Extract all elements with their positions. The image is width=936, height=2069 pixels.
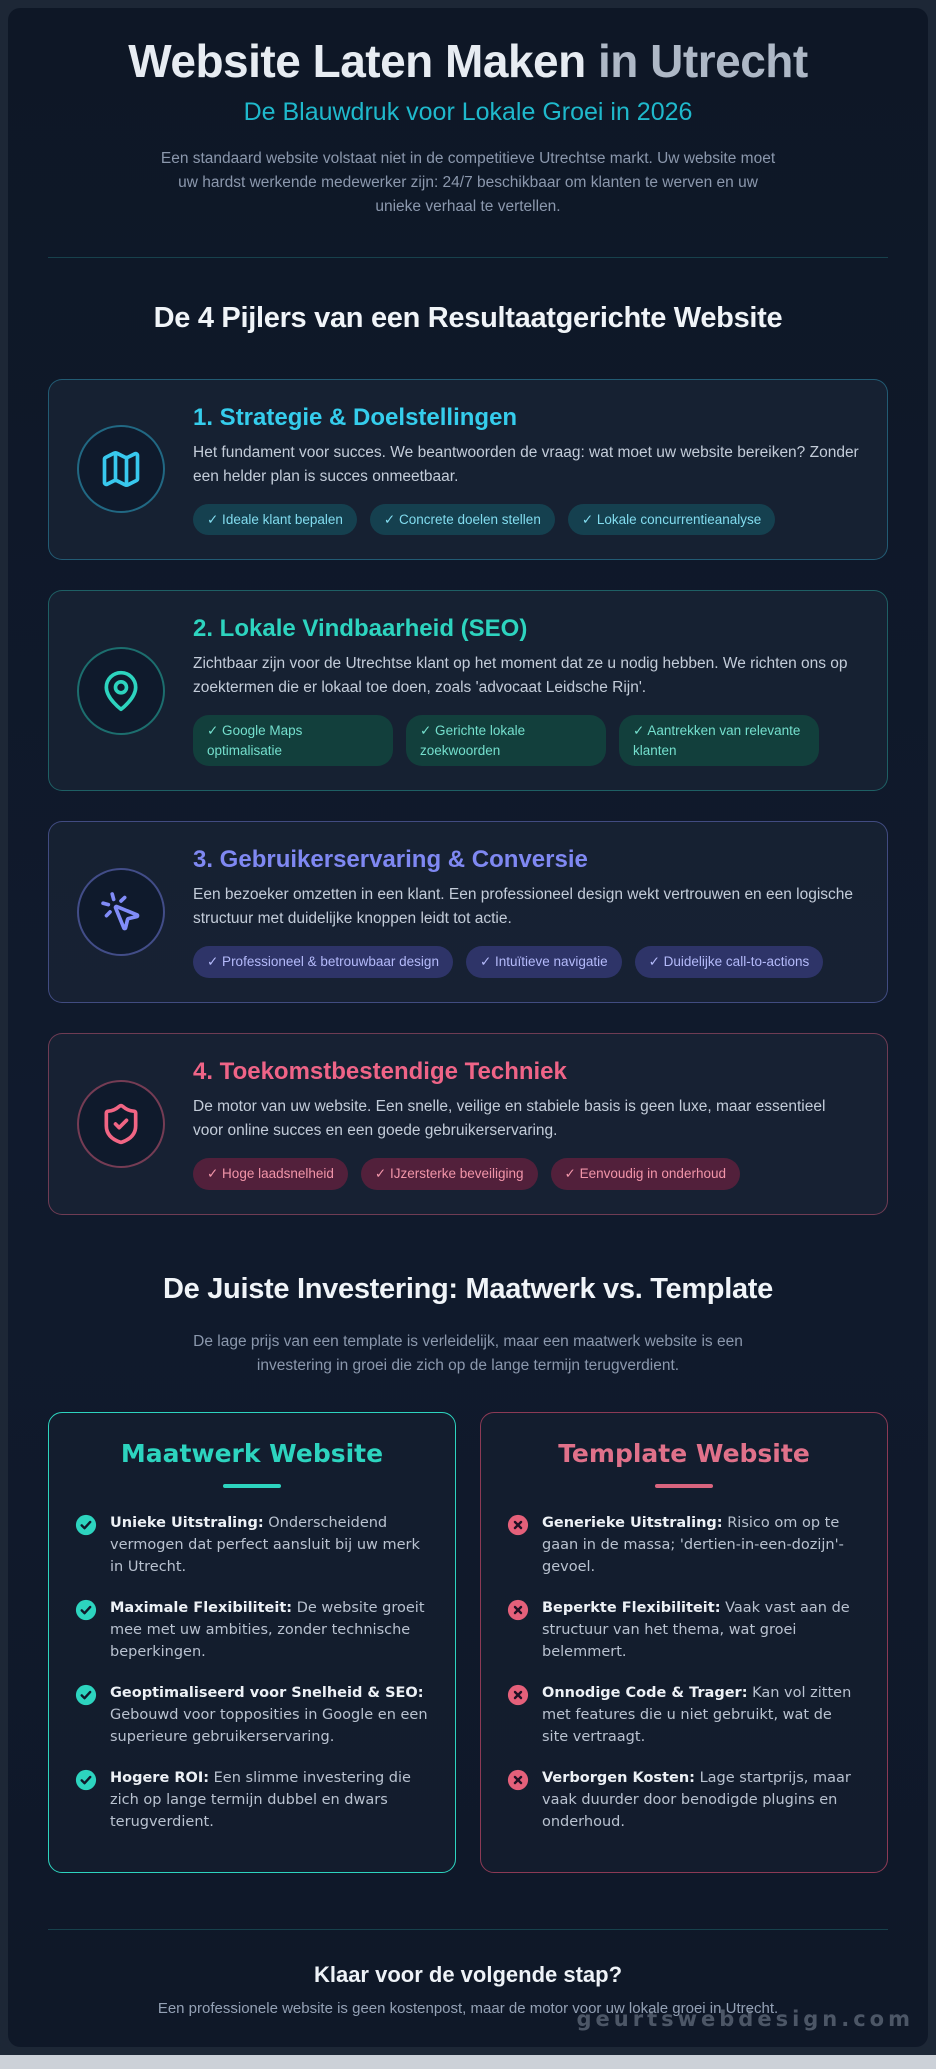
pillar-tag: ✓ Ideale klant bepalen	[193, 504, 357, 536]
pillar-icon-circle	[77, 1080, 165, 1168]
pillar-tags	[193, 715, 859, 766]
footer-section	[48, 1929, 888, 2017]
list-item	[507, 1767, 861, 1833]
pillar-body: De motor van uw website. Een snelle, veilige en stabiele basis is geen luxe, maar essentieel voor online succes en een goede gebruikerservaring.	[193, 1097, 826, 1139]
maatwerk-card	[48, 1412, 456, 1873]
pillar-card-content	[193, 615, 859, 766]
pillar-title: 2. Lokale Vindbaarheid (SEO)	[193, 615, 528, 643]
list-item	[507, 1682, 861, 1748]
hero-section	[48, 36, 888, 258]
pillar-tag: ✓ Eenvoudig in onderhoud	[551, 1158, 740, 1190]
maatwerk-list	[75, 1512, 429, 1833]
pillar-icon-circle	[77, 425, 165, 513]
comparison-grid	[48, 1412, 888, 1873]
pillar-body: Een bezoeker omzetten in een klant. Een professioneel design wekt vertrouwen en een logische structuur met duidelijke knoppen leidt tot actie.	[193, 886, 854, 928]
pillar-title: 4. Toekomstbestendige Techniek	[193, 1057, 567, 1085]
comparison-section	[48, 1273, 888, 1873]
pillar-title: 1. Strategie & Doelstellingen	[193, 403, 518, 431]
footer-text: Een professionele website is geen kostenpost, maar de motor voor uw lokale groei in Utrecht.	[157, 1999, 779, 2017]
item-text: Een slimme investering die zich op lange termijn dubbel en dwars terugverdient.	[110, 1769, 411, 1830]
pillar-tag: ✓ Professioneel & betrouwbaar design	[193, 946, 453, 978]
item-label: Verborgen Kosten:	[542, 1769, 695, 1786]
mouse-pointer-click-icon	[99, 890, 143, 934]
item-text: De website groeit mee met uw ambities, zonder technische beperkingen.	[110, 1599, 425, 1660]
comparison-intro: De lage prijs van een template is verleidelijk, maar een maatwerk website is een investering in groei die zich op de lange termijn terugverdient.	[193, 1332, 743, 1374]
intro-text: Een standaard website volstaat niet in de competitieve Utrechtse markt. Uw website moet uw hardst werkende medewerker zijn: 24/7 beschikbaar om klanten te werven en uw unieke verhaal te vertellen.	[160, 149, 776, 215]
list-item	[507, 1597, 861, 1663]
pillar-card-conversie	[48, 821, 888, 1003]
page-title-location: in Utrecht	[598, 35, 808, 87]
pillar-icon-circle	[77, 868, 165, 956]
page-title	[48, 36, 888, 88]
item-text: Kan vol zitten met features die u niet gebruikt, wat de site vertraagt.	[542, 1684, 852, 1745]
list-item	[75, 1767, 429, 1833]
list-item	[75, 1597, 429, 1663]
list-item	[75, 1682, 429, 1748]
title-underline	[223, 1484, 281, 1488]
pillar-body: Het fundament voor succes. We beantwoorden de vraag: wat moet uw website bereiken? Zonder een helder plan is succes onmeetbaar.	[193, 443, 859, 485]
shield-check-icon	[99, 1102, 143, 1146]
map-icon	[99, 447, 143, 491]
x-circle-icon	[507, 1769, 529, 1791]
footer-heading: Klaar voor de volgende stap?	[313, 1961, 623, 1987]
pillar-card-techniek	[48, 1033, 888, 1215]
template-list	[507, 1512, 861, 1833]
pillar-tags	[193, 946, 859, 978]
pillars-heading: De 4 Pijlers van een Resultaatgerichte Website	[153, 301, 783, 334]
item-label: Maximale Flexibiliteit:	[110, 1599, 293, 1616]
item-label: Hogere ROI:	[110, 1769, 210, 1786]
pillar-tag: ✓ IJzersterke beveiliging	[361, 1158, 538, 1190]
pillar-title: 3. Gebruikerservaring & Conversie	[193, 846, 588, 874]
pillar-tags	[193, 504, 859, 536]
map-pin-icon	[99, 669, 143, 713]
check-circle-icon	[75, 1514, 97, 1536]
pillar-tag: ✓ Intuïtieve navigatie	[466, 946, 622, 978]
watermark: geurtswebdesign.com	[576, 2006, 914, 2031]
pillar-icon-circle	[77, 647, 165, 735]
list-item	[75, 1512, 429, 1578]
pillar-card-content	[193, 1058, 859, 1190]
template-card	[480, 1412, 888, 1873]
check-circle-icon	[75, 1599, 97, 1621]
item-text: Lage startprijs, maar vaak duurder door benodigde plugins en onderhoud.	[542, 1769, 851, 1830]
check-circle-icon	[75, 1684, 97, 1706]
infographic-page	[8, 8, 928, 2047]
pillar-tag: ✓ Google Maps optimalisatie	[193, 715, 393, 766]
pillar-tag: ✓ Hoge laadsnelheid	[193, 1158, 348, 1190]
item-label: Unieke Uitstraling:	[110, 1514, 264, 1531]
pillar-tag: ✓ Lokale concurrentieanalyse	[568, 504, 775, 536]
pillar-tags	[193, 1158, 859, 1190]
x-circle-icon	[507, 1514, 529, 1536]
item-label: Onnodige Code & Trager:	[542, 1684, 748, 1701]
pillar-card-content	[193, 404, 859, 536]
comparison-heading: De Juiste Investering: Maatwerk vs. Template	[163, 1272, 773, 1305]
list-item	[507, 1512, 861, 1578]
check-circle-icon	[75, 1769, 97, 1791]
item-label: Geoptimaliseerd voor Snelheid & SEO:	[110, 1684, 424, 1701]
page-subtitle: De Blauwdruk voor Lokale Groei in 2026	[243, 97, 693, 126]
pillar-tag: ✓ Gerichte lokale zoekwoorden	[406, 715, 606, 766]
item-label: Beperkte Flexibiliteit:	[542, 1599, 721, 1616]
pillar-card-content	[193, 846, 859, 978]
header-divider	[48, 257, 888, 258]
pillar-body: Zichtbaar zijn voor de Utrechtse klant op het moment dat ze u nodig hebben. We richten ons op zoektermen die er lokaal toe doen, zoals 'advocaat Leidsche Rijn'.	[193, 655, 848, 697]
pillars-section	[48, 302, 888, 1215]
pillar-card-seo	[48, 590, 888, 791]
item-text: Risico om op te gaan in de massa; 'dertien-in-een-dozijn'-gevoel.	[542, 1514, 844, 1575]
x-circle-icon	[507, 1599, 529, 1621]
item-text: Vaak vast aan de structuur van het thema, wat groei belemmert.	[542, 1599, 850, 1660]
pillar-tag: ✓ Aantrekken van relevante klanten	[619, 715, 819, 766]
title-underline	[655, 1484, 713, 1488]
pillar-card-list	[48, 379, 888, 1215]
pillar-card-strategie	[48, 379, 888, 561]
maatwerk-title: Maatwerk Website	[120, 1438, 384, 1468]
footer-divider	[48, 1929, 888, 1930]
item-label: Generieke Uitstraling:	[542, 1514, 723, 1531]
template-title: Template Website	[558, 1438, 810, 1468]
x-circle-icon	[507, 1684, 529, 1706]
page-title-main: Website Laten Maken	[128, 35, 586, 87]
pillar-tag: ✓ Duidelijke call-to-actions	[635, 946, 824, 978]
pillar-tag: ✓ Concrete doelen stellen	[370, 504, 555, 536]
item-text: Onderscheidend vermogen dat perfect aansluit bij uw merk in Utrecht.	[110, 1514, 420, 1575]
item-text: Gebouwd voor topposities in Google en een superieure gebruikerservaring.	[110, 1706, 428, 1745]
